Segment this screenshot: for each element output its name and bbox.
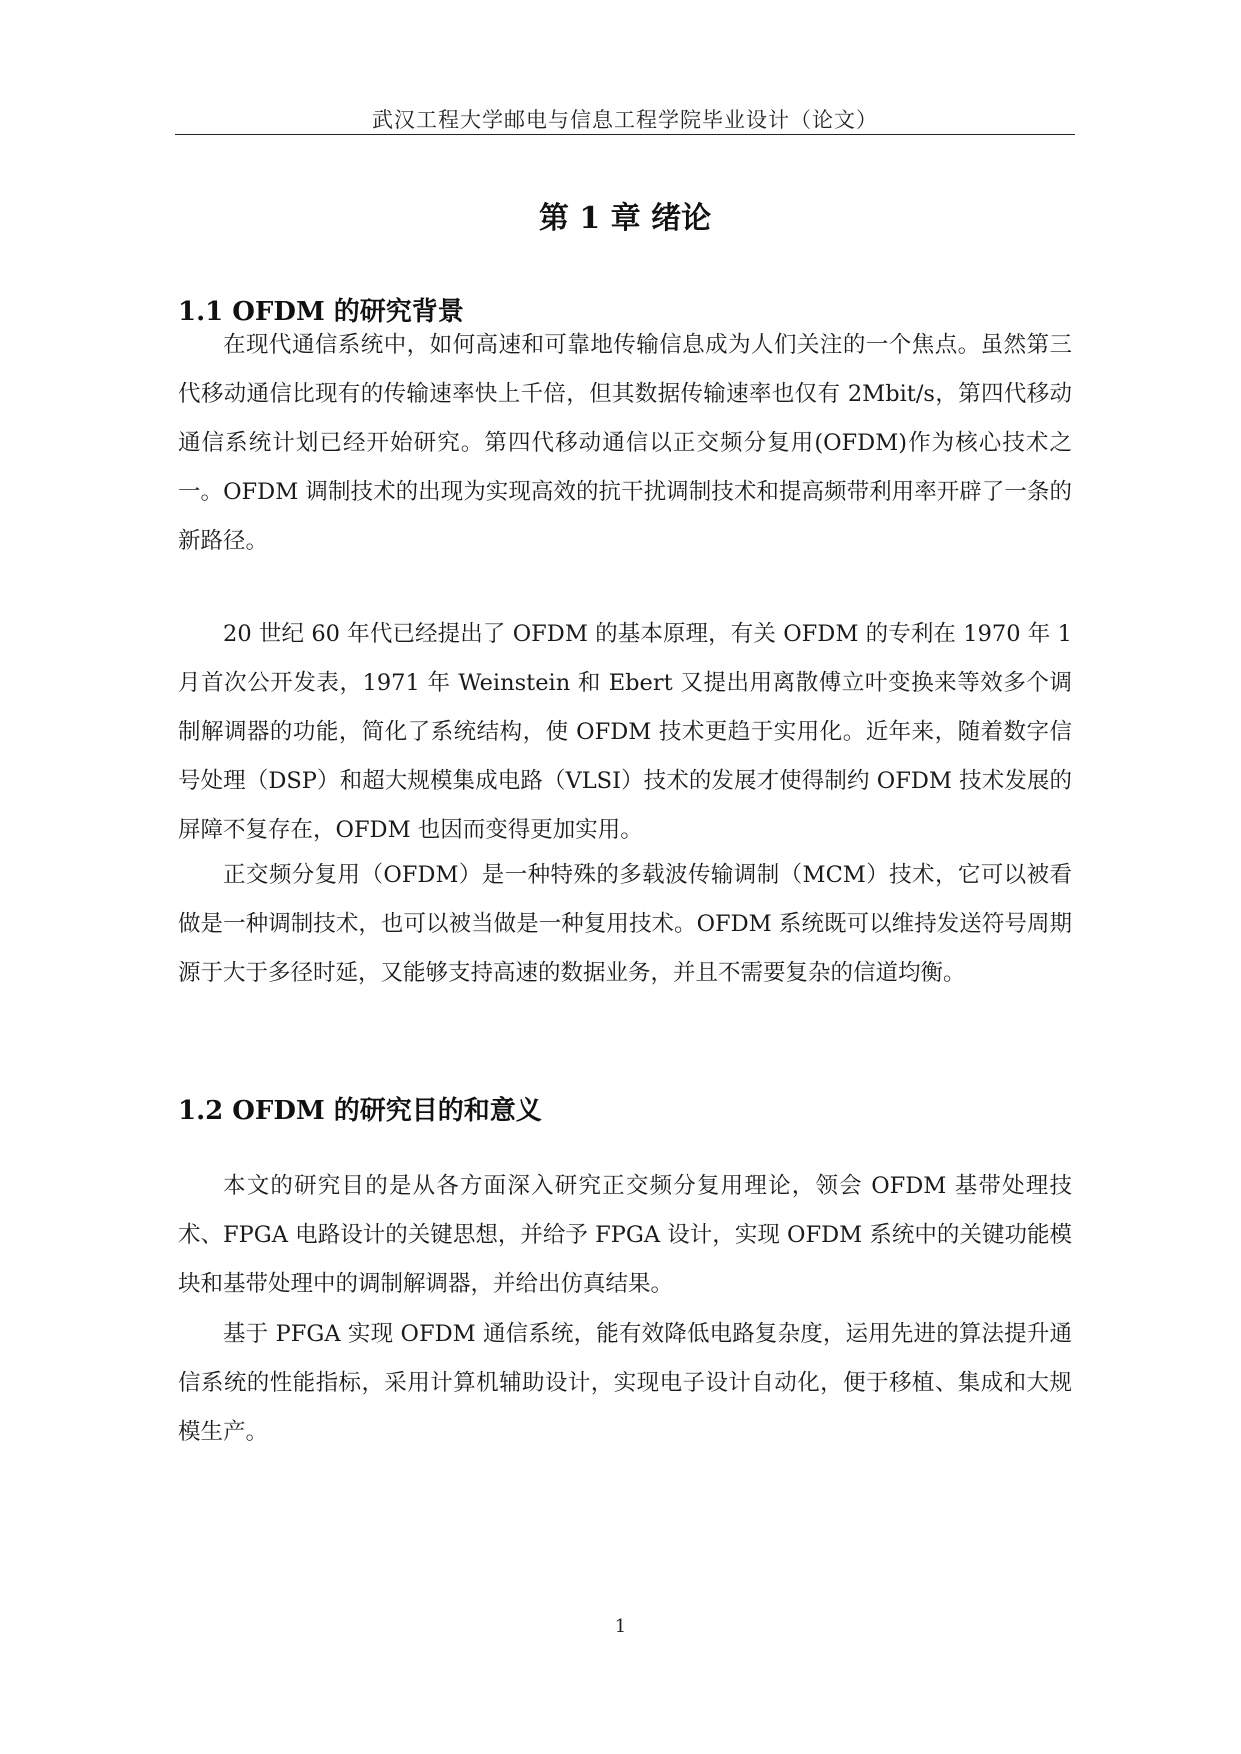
running-header: 武汉工程大学邮电与信息工程学院毕业设计（论文） bbox=[372, 108, 878, 132]
paragraph-background-3: 正交频分复用（OFDM）是一种特殊的多载波传输调制（MCM）技术，它可以被看做是一种调制技术，也可以被当做是一种复用技术。OFDM 系统既可以维持发送符号周期源于大于多径时延，又能够支持高速的数据业务，并且不需要复杂的信道均衡。 bbox=[178, 862, 1072, 986]
chapter-title: 第 1 章 绪论 bbox=[538, 201, 712, 236]
paragraph-purpose-1: 本文的研究目的是从各方面深入研究正交频分复用理论，领会 OFDM 基带处理技术、FPGA 电路设计的关键思想，并给予 FPGA 设计，实现 OFDM 系统中的关键功能模块和基带处理中的调制解调器，并给出仿真结果。 bbox=[178, 1173, 1072, 1297]
header-rule bbox=[175, 134, 1075, 135]
paragraph-purpose-2: 基于 PFGA 实现 OFDM 通信系统，能有效降低电路复杂度，运用先进的算法提升通信系统的性能指标，采用计算机辅助设计，实现电子设计自动化，便于移植、集成和大规模生产。 bbox=[178, 1321, 1072, 1445]
page-number: 1 bbox=[614, 1616, 627, 1637]
section-heading-1-2: 1.2 OFDM 的研究目的和意义 bbox=[178, 1096, 542, 1126]
section-heading-1-1: 1.1 OFDM 的研究背景 bbox=[178, 297, 464, 327]
paragraph-background-1: 在现代通信系统中，如何高速和可靠地传输信息成为人们关注的一个焦点。虽然第三代移动通信比现有的传输速率快上千倍，但其数据传输速率也仅有 2Mbit/s，第四代移动通信系统计划已经开始研究。第四代移动通信以正交频分复用(OFDM)作为核心技术之一。OFDM 调制技术的出现为实现高效的抗干扰调制技术和提高频带利用率开辟了一条的新路径。 bbox=[178, 332, 1072, 554]
paragraph-background-2: 20 世纪 60 年代已经提出了 OFDM 的基本原理，有关 OFDM 的专利在 1970 年 1 月首次公开发表，1971 年 Weinstein 和 Ebert 又提出用离散傅立叶变换来等效多个调制解调器的功能，简化了系统结构，使 OFDM 技术更趋于实用化。近年来，随着数字信号处理（DSP）和超大规模集成电路（VLSI）技术的发展才使得制约 OFDM 技术发展的屏障不复存在，OFDM 也因而变得更加实用。 bbox=[178, 621, 1072, 843]
